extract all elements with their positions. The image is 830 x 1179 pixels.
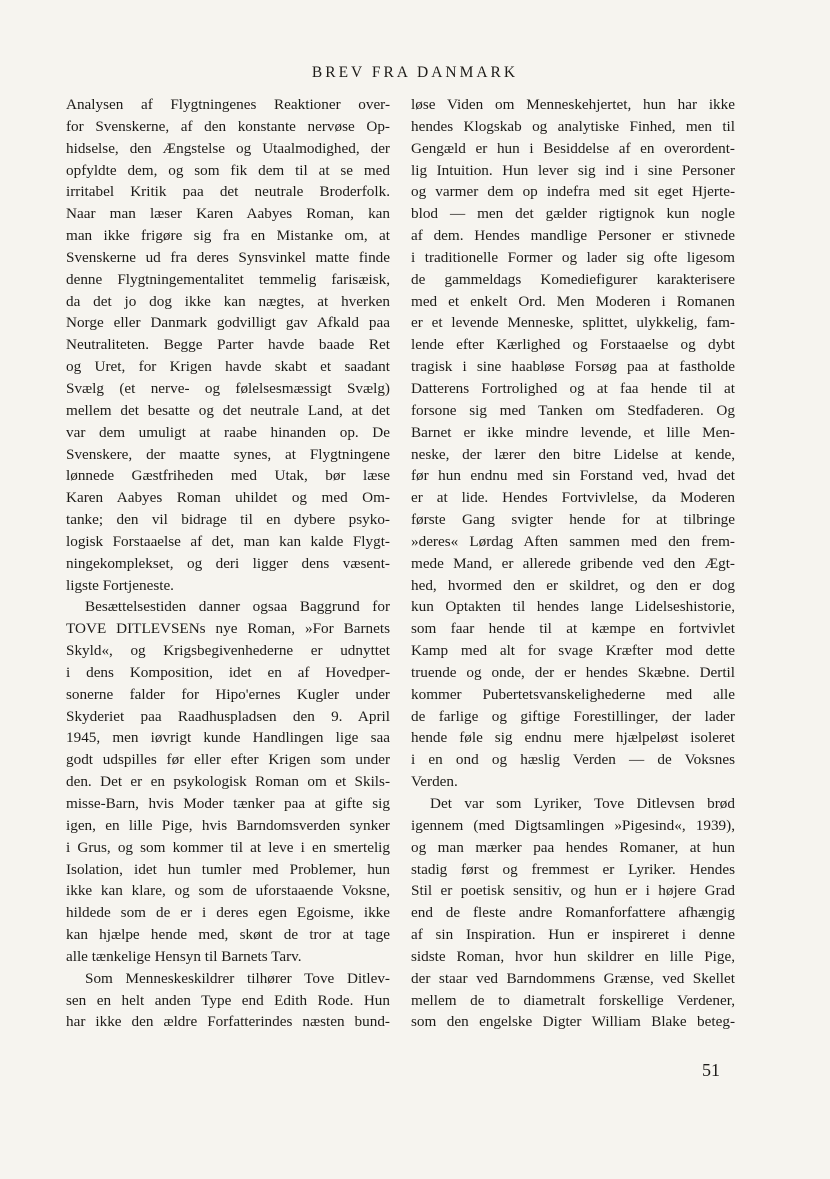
text-line: forsone sig med Tanken om Stedfaderen. Og (411, 401, 735, 419)
text-line: kun Optakten til hendes lange Lidelseshistorie, (411, 598, 735, 616)
text-line: Barnet er ikke mindre levende, et lille Men- (411, 423, 735, 441)
text-line: neske, der lærer den bitre Lidelse at kende, (411, 445, 735, 463)
text-line: hidselse, den Ængstelse og Utaalmodighed, der (66, 139, 390, 157)
text-line: Besættelsestiden danner ogsaa Baggrund for (85, 598, 390, 616)
text-line: før hun endnu med sin Forstand ved, hvad det (411, 467, 735, 485)
text-line: Det var som Lyriker, Tove Ditlevsen brød (430, 795, 735, 812)
text-line: stadig først og fremmest er Lyriker. Hendes (411, 860, 735, 878)
text-line: ligste Fortjeneste. (66, 576, 174, 594)
text-line: misse-Barn, hvis Moder tænker paa at gifte sig (66, 795, 390, 812)
text-line: Norge eller Danmark godvilligt gav Afkald paa (66, 314, 390, 332)
text-line: 1945, men iøvrigt kunde Handlingen lige saa (66, 729, 390, 747)
text-line: da det jo dog ikke kan nægtes, at hverken (66, 292, 390, 310)
text-line: har ikke den ældre Forfatterindes næsten bund- (66, 1013, 390, 1031)
text-line: truende og onde, der er hendes Skæbne. Dertil (411, 663, 735, 681)
text-line: godt udspilles før eller efter Krigen som under (66, 751, 390, 769)
text-line: i dens Komposition, idet en af Hovedper- (66, 663, 390, 681)
text-line: sidste Roman, hvor hun skildrer en lille Pige, (411, 947, 735, 965)
text-line: hed, hvormed den er skildret, og den er dog (411, 576, 735, 594)
text-line: som den engelske Digter William Blake beteg- (411, 1013, 735, 1031)
text-line: de gammeldags Komediefigurer karakterisere (411, 270, 735, 288)
text-line: lig Intuition. Hun lever sig ind i sine Personer (411, 161, 735, 179)
text-line: denne Flygtningementalitet temmelig farisæisk, (66, 270, 390, 288)
text-line: Svenskerne ud fra deres Synsvinkel matte finde (66, 248, 390, 266)
text-line: mede Mand, er allerede gribende ved den Ægt- (411, 554, 735, 572)
text-line: Analysen af Flygtningenes Reaktioner over- (66, 96, 390, 113)
text-line: lende efter Kærlighed og Forstaaelse og dybt (411, 336, 735, 354)
text-line: Gengæld er hun i Besiddelse af en overordent- (411, 139, 735, 157)
text-line: sen en helt anden Type end Edith Rode. Hun (66, 991, 390, 1009)
text-line: Datterens Fortrolighed og at faa hende til at (411, 379, 735, 397)
text-line: ikke kan klare, og som de uforstaaende Voksne, (66, 882, 390, 900)
text-line: TOVE DITLEVSENs nye Roman, »For Barnets (66, 620, 390, 638)
text-line: alle tænkelige Hensyn til Barnets Tarv. (66, 947, 302, 965)
text-line: var dem umuligt at raabe hinanden op. De (66, 423, 390, 441)
text-line: af dem. Hendes mandlige Personer er stivnede (411, 227, 735, 245)
text-line: første Gang svigter hende for at tilbringe (411, 511, 735, 529)
text-line: man ikke frigøre sig fra en Mistanke om, at (66, 227, 390, 245)
text-line: Skyld«, og Krigsbegivenhederne er udnyttet (66, 642, 390, 660)
text-line: lønnede Gæstfriheden med Utak, bør læse (66, 467, 390, 485)
text-line: løse Viden om Menneskehjertet, hun har ikke (411, 96, 735, 113)
text-line: og Uret, for Krigen havde skabt et saadant (66, 358, 390, 376)
text-line: tanke; den vil bidrage til en dybere psyko- (66, 511, 390, 529)
text-line: af sin Inspiration. Hun er inspireret i denne (411, 926, 735, 944)
text-line: Stil er poetisk sensitiv, og hun er i højere Grad (411, 882, 735, 900)
text-line: Svælg (et nerve- og følelsesmæssigt Svælg) (66, 379, 390, 397)
text-line: Naar man læser Karen Aabyes Roman, kan (66, 205, 390, 223)
text-line: og varmer dem op indefra med sit eget Hjerte- (411, 183, 735, 201)
text-line: igen, en lille Pige, hvis Barndomsverden synker (66, 816, 390, 834)
text-line: Som Menneskeskildrer tilhører Tove Ditlev- (85, 969, 390, 987)
text-line: logisk Forstaaelse af det, man kan kalde Flygt- (66, 532, 390, 550)
text-line: ningekomplekset, og deri ligger dens væsent- (66, 554, 390, 572)
text-line: end de fleste andre Romanforfattere afhængig (411, 904, 735, 922)
text-line: for Svenskerne, af den konstante nervøse Op- (66, 117, 390, 135)
text-line: igennem (med Digtsamlingen »Pigesind«, 1939), (411, 816, 735, 834)
text-line: i en ond og hæslig Verden — de Voksnes (411, 751, 735, 769)
text-line: Isolation, idet hun tumler med Problemer, hun (66, 860, 390, 878)
text-line: i traditionelle Former og lader sig ofte ligesom (411, 248, 735, 266)
text-line: er et levende Menneske, splittet, ulykkelig, fam- (411, 314, 735, 332)
text-line: blod — men det gælder rigtignok kun nogle (411, 205, 735, 223)
text-line: hende føle sig endnu mere hjælpeløst isoleret (411, 729, 735, 747)
text-line: og man mærker paa hendes Romaner, at hun (411, 838, 735, 856)
text-line: opfyldte dem, og som fik dem til at se med (66, 161, 390, 179)
text-line: Verden. (411, 773, 458, 791)
text-line: som faar hende til at kæmpe en fortvivlet (411, 620, 735, 638)
text-line: den. Det er en psykologisk Roman om et Skils- (66, 773, 390, 791)
text-line: irritabel Kritik paa det neutrale Broderfolk. (66, 183, 390, 201)
text-line: »deres« Lørdag Aften sammen med den frem- (411, 532, 735, 550)
text-line: Kamp med alt for svage Kræfter mod dette (411, 642, 735, 660)
page-number: 51 (702, 1060, 720, 1080)
text-line: mellem det besatte og det neutrale Land, at det (66, 401, 390, 419)
text-line: mellem de to diametralt forskellige Verdener, (411, 991, 735, 1009)
text-line: hendes Klogskab og analytiske Finhed, men til (411, 117, 735, 135)
text-line: kommer Pubertetsvanskelighederne med alle (411, 685, 735, 703)
text-line: Neutraliteten. Begge Parter havde baade Ret (66, 336, 390, 354)
text-line: der staar ved Barndommens Grænse, ved Skellet (411, 969, 735, 987)
text-line: Karen Aabyes Roman uhildet og med Om- (66, 489, 390, 507)
text-line: Svenskere, der maatte synes, at Flygtningene (66, 445, 390, 463)
text-line: med et enkelt Ord. Men Moderen i Romanen (411, 292, 735, 310)
running-head: BREV FRA DANMARK (311, 64, 519, 81)
text-line: i Grus, og som kommer til at leve i en smertelig (66, 838, 390, 856)
text-line: hildede som de er i deres egen Egoisme, ikke (66, 904, 390, 922)
text-line: de farlige og giftige Forestillinger, der lader (411, 707, 735, 725)
text-line: Skyderiet paa Raadhuspladsen den 9. April (66, 707, 390, 725)
text-line: kan hjælpe hende med, skønt de tror at tage (66, 926, 390, 944)
text-line: er at lide. Hendes Fortvivlelse, da Moderen (411, 489, 735, 507)
text-line: sonerne falder for Hipo'ernes Kugler under (66, 685, 390, 703)
left-column (66, 94, 390, 1033)
text-line: tragisk i sine haabløse Forsøg paa at fastholde (411, 358, 735, 376)
right-column (411, 94, 735, 1033)
